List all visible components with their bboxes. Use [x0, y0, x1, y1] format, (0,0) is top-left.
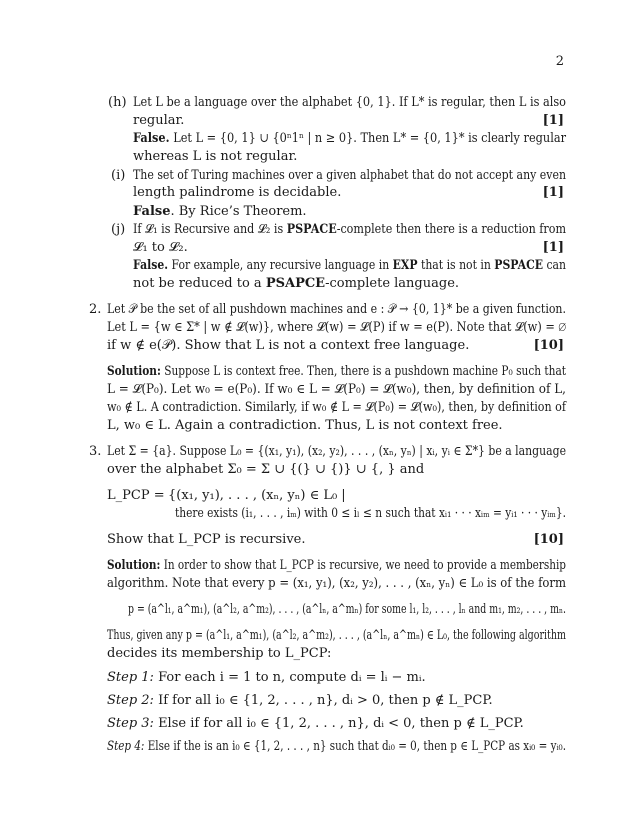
q3-form: p = (a^l₁, a^m₁), (a^l₂, a^m₂), . . . , (a^lₙ, a^mₙ) for some l₁, l₂, . . . , lₙ and m₁, m₂, . . . , mₙ.	[128, 602, 566, 617]
q3-solution-1-text: In order to show that L_PCP is recursive, we need to provide a membership	[160, 558, 566, 573]
item-h-label: (h)	[108, 95, 127, 110]
item-j-marks: [1]	[542, 240, 564, 255]
item-j-answer-1c: that is not in	[417, 258, 495, 273]
item-j-text-1a: If 𝓛₁ is Recursive and 𝓛₂ is	[133, 222, 287, 237]
item-h-text-1: Let L be a language over the alphabet {0, 1}. If L* is regular, then L is also	[133, 95, 566, 110]
lpcp-definition-2: there exists (i₁, . . . , iₘ) with 0 ≤ iₗ ≤ n such that xᵢ₁ · · · xᵢₘ = yᵢ₁ · · · yᵢₘ}.	[175, 506, 566, 521]
item-j-text-2: 𝓛₁ to 𝓛₂.	[133, 240, 188, 255]
q3-thus-1: Thus, given any p = (a^l₁, a^m₁), (a^l₂, a^m₂), . . . , (a^lₙ, a^mₙ) ∈ L₀, the following algorithm	[107, 628, 566, 643]
step-2	[107, 693, 493, 708]
item-h-answer-text: Let L = {0, 1} ∪ {0ⁿ1ⁿ | n ≥ 0}. Then L* = {0, 1}* is clearly regular	[173, 131, 566, 146]
item-i-answer-text: . By Rice’s Theorem.	[170, 204, 307, 219]
step-2-text: If for all i₀ ∈ {1, 2, . . . , n}, dᵢ > 0, then p ∉ L_PCP.	[153, 693, 493, 708]
q2-number: 2.	[89, 302, 102, 317]
q3-thus-2: decides its membership to L_PCP:	[107, 646, 332, 661]
q2-solution-label: Solution:	[107, 364, 161, 379]
item-j-text-1	[133, 222, 566, 237]
page-number: 2	[555, 54, 564, 69]
step-3-text: Else if for all i₀ ∈ {1, 2, . . . , n}, dᵢ < 0, then p ∉ L_PCP.	[153, 716, 524, 731]
step-1-text: For each i = 1 to n, compute dᵢ = lᵢ − mᵢ.	[153, 670, 426, 685]
lpcp-definition-1: {(x₁, y₁), . . . , (xₙ, yₙ) ∈ L₀ |	[168, 488, 346, 503]
item-j-answer-2a: not be reduced to a	[133, 276, 266, 291]
q2-text-2: Let L = {w ∈ Σ* | w ∉ 𝓛(w)}, where 𝓛(w) = 𝓛(P) if w = e(P). Note that 𝓛(w) = ∅	[107, 320, 566, 335]
item-i-label: (i)	[111, 168, 126, 183]
item-j-answer-2c: -complete language.	[325, 276, 460, 291]
step-4-text: Else if the is an i₀ ∈ {1, 2, . . . , n} such that dᵢ₀ = 0, then p ∈ L_PCP as xᵢ₀ = yᵢ₀.	[144, 739, 566, 754]
step-4	[107, 739, 566, 754]
step-3-label: Step 3:	[107, 716, 154, 731]
item-h-answer-1	[133, 131, 566, 146]
item-j-label: (j)	[111, 222, 126, 237]
exp-term: EXP	[392, 258, 418, 273]
item-j-answer-1a: For example, any recursive language in	[171, 258, 393, 273]
item-j-answer-label: False.	[133, 258, 169, 273]
item-h-answer-label: False.	[133, 131, 170, 146]
q2-solution-4: L, w₀ ∈ L. Again a contradiction. Thus, L is not context free.	[107, 418, 503, 433]
lpcp-lhs: L_PCP =	[107, 488, 165, 503]
q2-solution-1-text: Suppose L is context free. Then, there is a pushdown machine P₀ such that	[160, 364, 566, 379]
item-i-text-2: length palindrome is decidable.	[133, 185, 342, 200]
item-h-text-2: regular.	[133, 113, 185, 128]
item-i-answer	[133, 204, 307, 219]
item-j-text-1c: -complete then there is a reduction from	[336, 222, 566, 237]
q3-number: 3.	[89, 444, 102, 459]
psapce-term: PSAPCE	[265, 276, 326, 291]
item-h-answer-2: whereas L is not regular.	[133, 149, 298, 164]
step-4-label: Step 4:	[107, 739, 145, 754]
step-1	[107, 670, 426, 685]
q3-marks: [10]	[533, 532, 564, 547]
q2-text-3: if w ∉ e(𝒫). Show that L is not a context free language.	[107, 338, 470, 353]
item-i-answer-label: False	[133, 204, 171, 219]
step-2-label: Step 2:	[107, 693, 154, 708]
q2-solution-1	[107, 364, 566, 379]
pspace-term: PSPACE	[286, 222, 337, 237]
item-j-answer-1e: can	[543, 258, 566, 273]
item-i-text-1: The set of Turing machines over a given alphabet that do not accept any even	[133, 168, 566, 183]
q3-solution-1	[107, 558, 566, 573]
q3-solution-2: algorithm. Note that every p = (x₁, y₁), (x₂, y₂), . . . , (xₙ, yₙ) ∈ L₀ is of the form	[107, 576, 566, 591]
q3-text-2: over the alphabet Σ₀ = Σ ∪ {(} ∪ {)} ∪ {, } and	[107, 462, 425, 477]
pspace-term-2: PSPACE	[494, 258, 544, 273]
q3-text-1: Let Σ = {a}. Suppose L₀ = {(x₁, y₁), (x₂, y₂), . . . , (xₙ, yₙ) | xᵢ, yᵢ ∈ Σ*} be a language	[107, 444, 566, 459]
q3-solution-label: Solution:	[107, 558, 161, 573]
q2-marks: [10]	[533, 338, 564, 353]
q2-text-1: Let 𝒫 be the set of all pushdown machines and e : 𝒫 → {0, 1}* be a given function.	[107, 302, 566, 317]
q3-show: Show that L_PCP is recursive.	[107, 532, 306, 547]
q2-solution-3: w₀ ∉ L. A contradiction. Similarly, if w₀ ∉ L = 𝓛(P₀) = 𝓛(w₀), then, by definition of	[107, 400, 566, 415]
item-h-marks: [1]	[542, 113, 564, 128]
item-j-answer-2	[133, 276, 459, 291]
step-1-label: Step 1:	[107, 670, 154, 685]
item-j-answer-1	[133, 258, 566, 273]
step-3	[107, 716, 524, 731]
item-i-marks: [1]	[542, 185, 564, 200]
q2-solution-2: L = 𝓛(P₀). Let w₀ = e(P₀). If w₀ ∈ L = 𝓛(P₀) = 𝓛(w₀), then, by definition of L,	[107, 382, 566, 397]
